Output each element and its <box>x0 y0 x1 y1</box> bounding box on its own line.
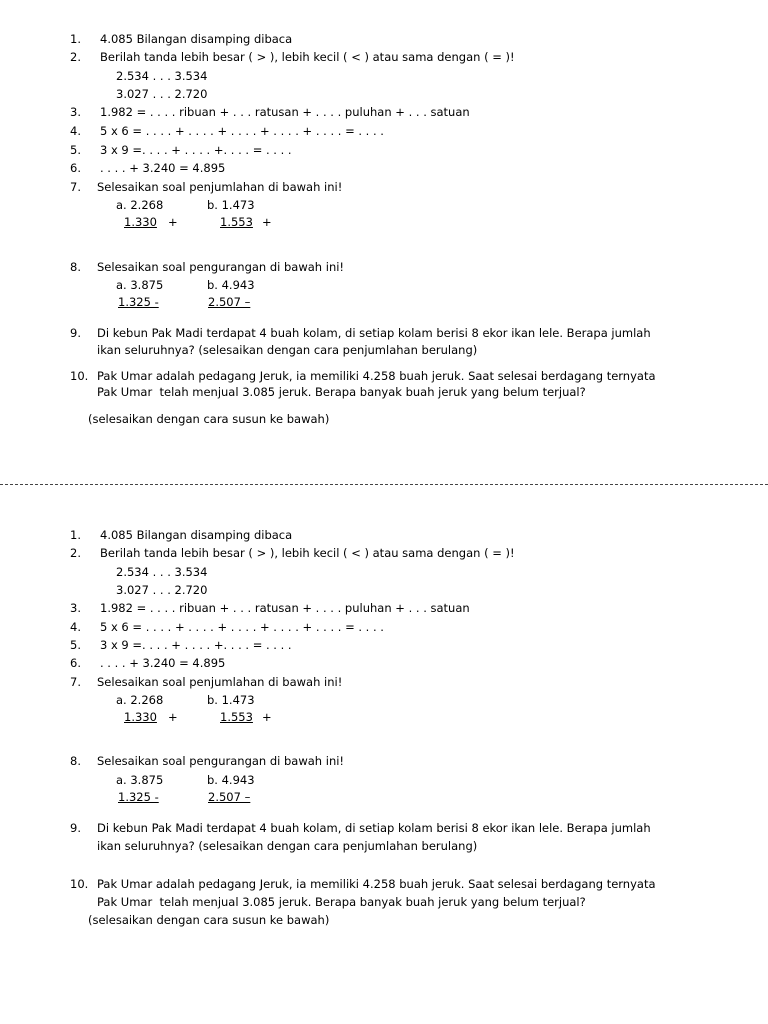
q3-number: 3. <box>70 601 81 615</box>
q10-line-2: Pak Umar telah menjual 3.085 jeruk. Berapa banyak buah jeruk yang belum terjual? <box>97 385 586 399</box>
q7-text: Selesaikan soal penjumlahan di bawah ini! <box>97 675 343 689</box>
q8-b-top: b. 4.943 <box>207 278 255 292</box>
q2-line-a: 2.534 . . . 3.534 <box>116 69 208 83</box>
q10-line-3: (selesaikan dengan cara susun ke bawah) <box>88 913 330 927</box>
q2-text: Berilah tanda lebih besar ( > ), lebih kecil ( < ) atau sama dengan ( = )! <box>100 50 515 64</box>
q7-b-operator: + <box>262 215 272 229</box>
q1-text: 4.085 Bilangan disamping dibaca <box>100 528 293 542</box>
q2-line-b: 3.027 . . . 2.720 <box>116 583 208 597</box>
q2-line-a: 2.534 . . . 3.534 <box>116 565 208 579</box>
q4-number: 4. <box>70 620 81 634</box>
q8-number: 8. <box>70 754 81 768</box>
cut-line-divider <box>0 484 768 485</box>
q10-line-1: Pak Umar adalah pedagang Jeruk, ia memiliki 4.258 buah jeruk. Saat selesai berdagang ternyata <box>97 369 656 383</box>
q9-line-2: ikan seluruhnya? (selesaikan dengan cara penjumlahan berulang) <box>97 343 478 357</box>
q8-b-bottom: 2.507 – <box>208 790 251 804</box>
q8-b-bottom: 2.507 – <box>208 295 251 309</box>
q7-b-bottom: 1.553 <box>220 215 253 229</box>
q3-text: 1.982 = . . . . ribuan + . . . ratusan + . . . . puluhan + . . . satuan <box>100 105 470 119</box>
q4-number: 4. <box>70 124 81 138</box>
q2-number: 2. <box>70 50 81 64</box>
q10-line-3: (selesaikan dengan cara susun ke bawah) <box>88 412 330 426</box>
q7-b-top: b. 1.473 <box>207 693 255 707</box>
q8-a-top: a. 3.875 <box>116 278 164 292</box>
q9-number: 9. <box>70 326 81 340</box>
q10-line-1: Pak Umar adalah pedagang Jeruk, ia memiliki 4.258 buah jeruk. Saat selesai berdagang ternyata <box>97 877 656 891</box>
q7-a-operator: + <box>168 215 178 229</box>
q5-text: 3 x 9 =. . . . + . . . . +. . . . = . . . . <box>100 638 292 652</box>
q7-a-top: a. 2.268 <box>116 198 164 212</box>
q7-number: 7. <box>70 180 81 194</box>
q5-number: 5. <box>70 143 81 157</box>
q1-number: 1. <box>70 32 81 46</box>
q6-text: . . . . + 3.240 = 4.895 <box>100 656 226 670</box>
q6-text: . . . . + 3.240 = 4.895 <box>100 161 226 175</box>
q3-text: 1.982 = . . . . ribuan + . . . ratusan + . . . . puluhan + . . . satuan <box>100 601 470 615</box>
q7-a-bottom: 1.330 <box>124 215 157 229</box>
q2-line-b: 3.027 . . . 2.720 <box>116 87 208 101</box>
q7-number: 7. <box>70 675 81 689</box>
q7-b-top: b. 1.473 <box>207 198 255 212</box>
q2-number: 2. <box>70 546 81 560</box>
q8-b-top: b. 4.943 <box>207 773 255 787</box>
q10-number: 10. <box>70 369 89 383</box>
q9-line-2: ikan seluruhnya? (selesaikan dengan cara penjumlahan berulang) <box>97 839 478 853</box>
q3-number: 3. <box>70 105 81 119</box>
q8-number: 8. <box>70 260 81 274</box>
q8-a-top: a. 3.875 <box>116 773 164 787</box>
q8-text: Selesaikan soal pengurangan di bawah ini! <box>97 754 345 768</box>
q4-text: 5 x 6 = . . . . + . . . . + . . . . + . . . . + . . . . = . . . . <box>100 124 384 138</box>
q2-text: Berilah tanda lebih besar ( > ), lebih kecil ( < ) atau sama dengan ( = )! <box>100 546 515 560</box>
q7-b-bottom: 1.553 <box>220 710 253 724</box>
q4-text: 5 x 6 = . . . . + . . . . + . . . . + . . . . + . . . . = . . . . <box>100 620 384 634</box>
q1-text: 4.085 Bilangan disamping dibaca <box>100 32 293 46</box>
q6-number: 6. <box>70 161 81 175</box>
q8-a-bottom: 1.325 - <box>118 790 159 804</box>
q10-number: 10. <box>70 877 89 891</box>
q8-a-bottom: 1.325 - <box>118 295 159 309</box>
q7-a-bottom: 1.330 <box>124 710 157 724</box>
q9-number: 9. <box>70 821 81 835</box>
q9-line-1: Di kebun Pak Madi terdapat 4 buah kolam, di setiap kolam berisi 8 ekor ikan lele. Berapa jumlah <box>97 326 651 340</box>
q10-line-2: Pak Umar telah menjual 3.085 jeruk. Berapa banyak buah jeruk yang belum terjual? <box>97 895 586 909</box>
q5-text: 3 x 9 =. . . . + . . . . +. . . . = . . . . <box>100 143 292 157</box>
q6-number: 6. <box>70 656 81 670</box>
q7-a-operator: + <box>168 710 178 724</box>
q7-b-operator: + <box>262 710 272 724</box>
q5-number: 5. <box>70 638 81 652</box>
q1-number: 1. <box>70 528 81 542</box>
q8-text: Selesaikan soal pengurangan di bawah ini! <box>97 260 345 274</box>
q9-line-1: Di kebun Pak Madi terdapat 4 buah kolam, di setiap kolam berisi 8 ekor ikan lele. Berapa jumlah <box>97 821 651 835</box>
q7-text: Selesaikan soal penjumlahan di bawah ini! <box>97 180 343 194</box>
q7-a-top: a. 2.268 <box>116 693 164 707</box>
